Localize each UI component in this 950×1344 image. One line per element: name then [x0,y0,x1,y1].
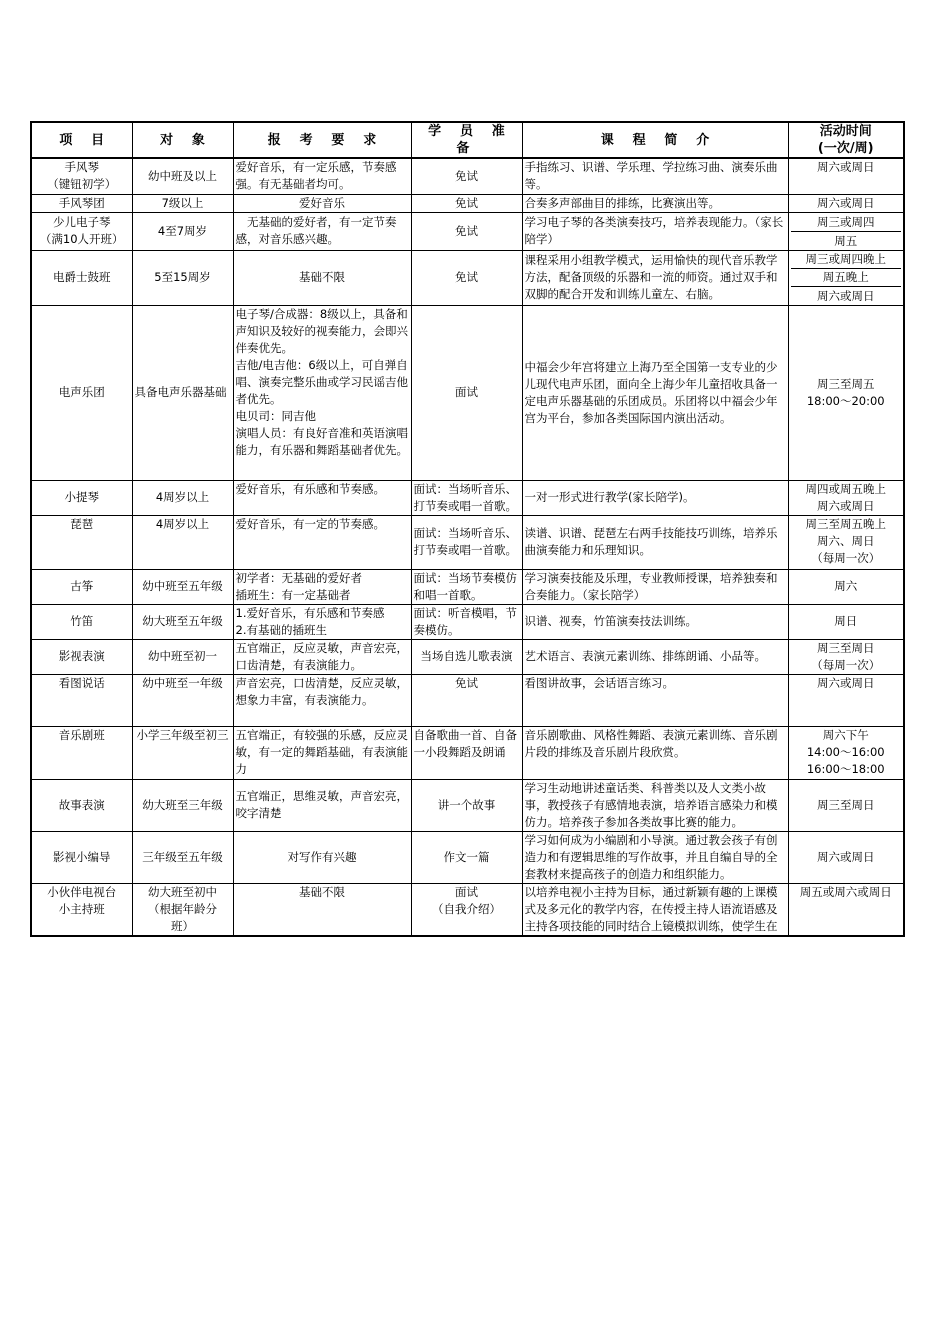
cell-project [31,831,132,883]
cell-requirement [233,212,411,250]
cell-intro [522,779,788,831]
cell-prep [411,250,522,305]
cell-prep [411,674,522,726]
prep-line: 免试 [455,675,478,690]
cell-project [31,674,132,726]
requirement-line: 初学者：无基础的爱好者 [235,570,362,585]
time-line: 周六 [834,579,858,593]
time-line: 周三至周日 [817,797,875,812]
cell-prep [411,305,522,480]
project-line: 故事表演 [58,797,105,812]
time-line: 周六下午 [822,727,869,742]
requirement-line: 声音宏亮，口齿清楚，反应灵敏，想象力丰富，有表演能力。 [235,675,408,707]
cell-intro [522,158,788,194]
cell-intro [522,831,788,883]
project-line: 少儿电子琴 [53,215,111,229]
cell-target: 5至15周岁 [132,250,233,305]
header-time-line-2: (一次/周) [817,141,874,156]
cell-time [788,831,904,883]
cell-intro [522,639,788,674]
prep-line: 讲一个故事 [437,797,496,812]
table-row [31,639,904,674]
time-line: 18:00～20:00 [806,393,885,408]
project-line: 看图说话 [58,675,105,690]
prep-line: 免试 [455,195,478,210]
time-line: 周六或周日 [817,675,875,690]
cell-target: 幼大班至三年级 [132,779,233,831]
table-row [31,212,904,250]
table-row [31,604,904,639]
cell-intro [522,569,788,604]
cell-prep [411,158,522,194]
cell-target: 幼中班至五年级 [132,569,233,604]
cell-intro [522,515,788,569]
table-row [31,569,904,604]
intro-line: 看图讲故事，会话语言练习。 [524,675,674,690]
requirement-line: 爱好音乐，有一定的节奏感。 [235,516,385,531]
cell-requirement [233,726,411,779]
cell-target: 4周岁以上 [132,480,233,515]
cell-requirement [233,604,411,639]
time-line: 周六或周日 [817,849,875,864]
time-slot: 周三或周四晚上 [805,251,886,266]
cell-project [31,726,132,779]
cell-requirement [233,480,411,515]
cell-target: 7级以上 [132,194,233,212]
cell-time [788,480,904,515]
time-line: 周六或周日 [817,498,875,513]
prep-line: 面试：当场节奏模仿和唱一首歌。 [413,570,517,602]
requirement-line: 爱好音乐，有一定乐感，节奏感强。有无基础者均可。 [235,160,397,192]
project-line: 琵琶 [70,516,94,531]
cell-time [788,515,904,569]
prep-line: 自备歌曲一首、自备一小段舞蹈及朗诵 [413,727,517,759]
requirement-line: 演唱人员：有良好音准和英语演唱能力，有乐器和舞蹈基础者优先。 [235,425,408,457]
cell-requirement [233,779,411,831]
project-line: 手风琴团 [58,195,105,210]
cell-intro [522,726,788,779]
cell-intro [522,674,788,726]
header-project: 项 目 [31,122,132,158]
requirement-line: 1.爱好音乐，有乐感和节奏感 [235,605,385,620]
cell-prep [411,779,522,831]
cell-time [788,674,904,726]
intro-line: 学习如何成为小编剧和小导演。通过教会孩子有创造力和有逻辑思维的写作故事，并且自编自导的全套教材来提高孩子的创造力和组织能力。 [524,832,778,881]
cell-project [31,883,132,936]
prep-line: 免试 [455,168,478,183]
cell-time [788,883,904,936]
prep-line: 面试 [455,884,478,899]
project-line: 电声乐团 [58,385,105,399]
cell-prep [411,726,522,779]
target-text: 幼大班至初中（根据年龄分班） [148,884,217,933]
cell-prep [411,831,522,883]
table-row [31,305,904,480]
cell-project [31,779,132,831]
cell-target: 幼中班至初一 [132,639,233,674]
prep-line: 当场自选儿歌表演 [420,649,513,663]
time-line: （每周一次） [811,657,881,672]
header-prep: 学 员 准 备 [411,122,522,158]
table-header-row [31,122,904,158]
cell-time [788,779,904,831]
cell-time [788,726,904,779]
cell-target: 小学三年级至初三 [132,726,233,779]
intro-line: 音乐剧歌曲、风格性舞蹈、表演元素训练、音乐剧片段的排练及音乐剧片段欣赏。 [524,727,778,759]
prep-line: 作文一篇 [443,849,490,864]
cell-time [788,639,904,674]
project-line: 影视小编导 [53,849,111,864]
intro-line: 艺术语言、表演元素训练、排练朗诵、小品等。 [524,649,766,663]
time-slot: 周三或周四 [817,214,875,229]
cell-prep [411,515,522,569]
cell-prep [411,212,522,250]
table-row [31,250,904,305]
cell-project [31,194,132,212]
requirement-line: 爱好音乐 [299,195,345,210]
cell-target: 幼中班至一年级 [132,674,233,726]
cell-prep [411,883,522,936]
project-line: 小提琴 [64,490,99,504]
requirement-line: 五官端正，思维灵敏，声音宏亮，咬字清楚 [235,789,408,820]
time-slot: 周六或周日 [817,160,875,174]
cell-time [788,569,904,604]
time-line: （每周一次） [811,550,881,565]
cell-time [788,250,904,305]
intro-line: 手指练习、识谱、学乐理、学拉练习曲、演奏乐曲等。 [524,160,778,192]
cell-requirement [233,831,411,883]
requirement-line: 五官端正，反应灵敏，声音宏亮，口齿清楚，有表演能力。 [235,640,408,672]
header-target: 对 象 [132,122,233,158]
cell-target: 三年级至五年级 [132,831,233,883]
project-line: 小主持班 [58,901,105,916]
project-line: （满10人开班） [39,232,124,246]
time-line: 周五或周六或周日 [799,884,892,899]
intro-line: 以培养电视小主持为目标，通过新颖有趣的上课模式及多元化的教学内容，在传授主持人语流语感及主持各项技能的同时结合上镜模拟训练，使学生在 [524,884,778,933]
time-line: 14:00～16:00 [806,744,885,759]
prep-line: 面试：听音模唱，节奏模仿。 [413,605,517,637]
cell-time [788,305,904,480]
project-line: 小伙伴电视台 [47,884,117,899]
intro-line: 识谱、视奏，竹笛演奏技法训练。 [524,614,697,628]
cell-time [788,212,904,250]
time-line: 周四或周五晚上 [805,481,886,496]
intro-line: 读谱、识谱、琵琶左右两手技能技巧训练，培养乐曲演奏能力和乐理知识。 [524,526,778,557]
intro-line: 学习演奏技能及乐理，专业教师授课，培养独奏和合奏能力。（家长陪学） [524,570,778,602]
header-requirement: 报 考 要 求 [233,122,411,158]
cell-requirement [233,158,411,194]
table-row [31,779,904,831]
requirement-line: 基础不限 [299,270,345,284]
cell-prep [411,569,522,604]
table-row [31,831,904,883]
table-row [31,158,904,194]
table-row [31,726,904,779]
table-row [31,480,904,515]
intro-line: 中福会少年宫将建立上海乃至全国第一支专业的少儿现代电声乐团，面向全上海少年儿童招收具备一定电声乐器基础的乐团成员。乐团将以中福会少年宫为平台，参加各类国际国内演出活动。 [524,359,778,425]
cell-target: 4周岁以上 [132,515,233,569]
table-row [31,883,904,936]
cell-time [788,194,904,212]
project-line: 影视表演 [58,649,105,663]
requirement-line: 爱好音乐，有乐感和节奏感。 [235,481,385,496]
cell-prep [411,604,522,639]
cell-target [132,883,233,936]
cell-project [31,158,132,194]
requirement-line: 电子琴/合成器：8级以上，具备和声知识及较好的视奏能力，会即兴伴奏优先。 [235,306,408,355]
prep-line: 面试：当场听音乐、打节奏或唱一首歌。 [413,481,517,513]
cell-project [31,212,132,250]
requirement-line: 插班生：有一定基础者 [235,587,351,602]
project-line: 古筝 [70,579,94,593]
header-time-line-1: 活动时间 [819,124,872,139]
requirement-line: 无基础的爱好者，有一定节奏感，对音乐感兴趣。 [235,215,397,246]
cell-target: 具备电声乐器基础 [132,305,233,480]
cell-intro [522,305,788,480]
cell-requirement [233,674,411,726]
cell-intro [522,883,788,936]
cell-project [31,569,132,604]
cell-prep [411,480,522,515]
cell-prep [411,194,522,212]
header-time [788,122,904,158]
time-line: 周三至周五 [817,376,875,391]
time-line: 周六、周日 [817,533,875,548]
project-line: 电爵士鼓班 [53,270,111,284]
cell-intro [522,250,788,305]
table-row [31,194,904,212]
cell-requirement [233,194,411,212]
project-line: 手风琴 [64,160,99,175]
requirement-line: 对写作有兴趣 [287,849,357,864]
intro-line: 课程采用小组教学模式，运用愉快的现代音乐教学方法，配备顶级的乐器和一流的师资。通过双手和双脚的配合开发和训练儿童左、右脑。 [524,253,778,301]
cell-requirement [233,305,411,480]
time-line: 周三至周日 [817,640,875,655]
requirement-line: 2.有基础的插班生 [235,622,327,637]
time-line: 周三至周五晚上 [805,516,886,531]
requirement-line: 电贝司：同吉他 [235,408,316,423]
prep-line: 面试：当场听音乐、打节奏或唱一首歌。 [413,526,517,557]
time-slot: 周六或周日 [791,286,902,305]
time-line: 16:00～18:00 [806,761,885,776]
prep-line: （自我介绍） [432,901,501,916]
time-line: 周日 [834,614,858,628]
requirement-line: 基础不限 [299,884,345,899]
intro-line: 学习电子琴的各类演奏技巧，培养表现能力。（家长陪学） [524,215,784,246]
course-table [30,121,905,937]
cell-target: 4至7周岁 [132,212,233,250]
project-line: 音乐剧班 [58,727,105,742]
table-row [31,674,904,726]
intro-line: 一对一形式进行教学(家长陪学)。 [524,490,695,504]
requirement-line: 五官端正，有较强的乐感，反应灵敏，有一定的舞蹈基础，有表演能力 [235,727,408,776]
cell-target: 幼中班及以上 [132,158,233,194]
cell-intro [522,212,788,250]
table-body [31,158,904,936]
time-slot: 周五晚上 [791,268,902,286]
cell-requirement [233,250,411,305]
cell-project [31,515,132,569]
cell-project [31,250,132,305]
cell-requirement [233,639,411,674]
cell-prep [411,639,522,674]
project-line: （键钮初学） [47,177,117,192]
cell-time [788,158,904,194]
prep-line: 免试 [455,270,478,284]
header-intro: 课 程 简 介 [522,122,788,158]
cell-project [31,305,132,480]
time-slot: 周五 [791,231,902,250]
cell-requirement [233,883,411,936]
requirement-line: 吉他/电吉他：6级以上，可自弹自唱、演奏完整乐曲或学习民谣吉他者优先。 [235,357,408,406]
cell-requirement [233,569,411,604]
cell-project [31,604,132,639]
prep-line: 免试 [455,223,478,238]
cell-intro [522,480,788,515]
cell-intro [522,194,788,212]
cell-intro [522,604,788,639]
cell-target: 幼大班至五年级 [132,604,233,639]
intro-line: 学习生动地讲述童话类、科普类以及人文类小故事，教授孩子有感情地表演，培养语言感染力和模仿力。培养孩子参加各类故事比赛的能力。 [524,780,778,829]
time-line: 周六或周日 [817,195,875,210]
cell-project [31,639,132,674]
cell-project [31,480,132,515]
project-line: 竹笛 [70,614,94,628]
table-row [31,515,904,569]
prep-line: 面试 [455,385,478,399]
intro-line: 合奏多声部曲目的排练，比赛演出等。 [524,195,720,210]
cell-requirement [233,515,411,569]
cell-time [788,604,904,639]
